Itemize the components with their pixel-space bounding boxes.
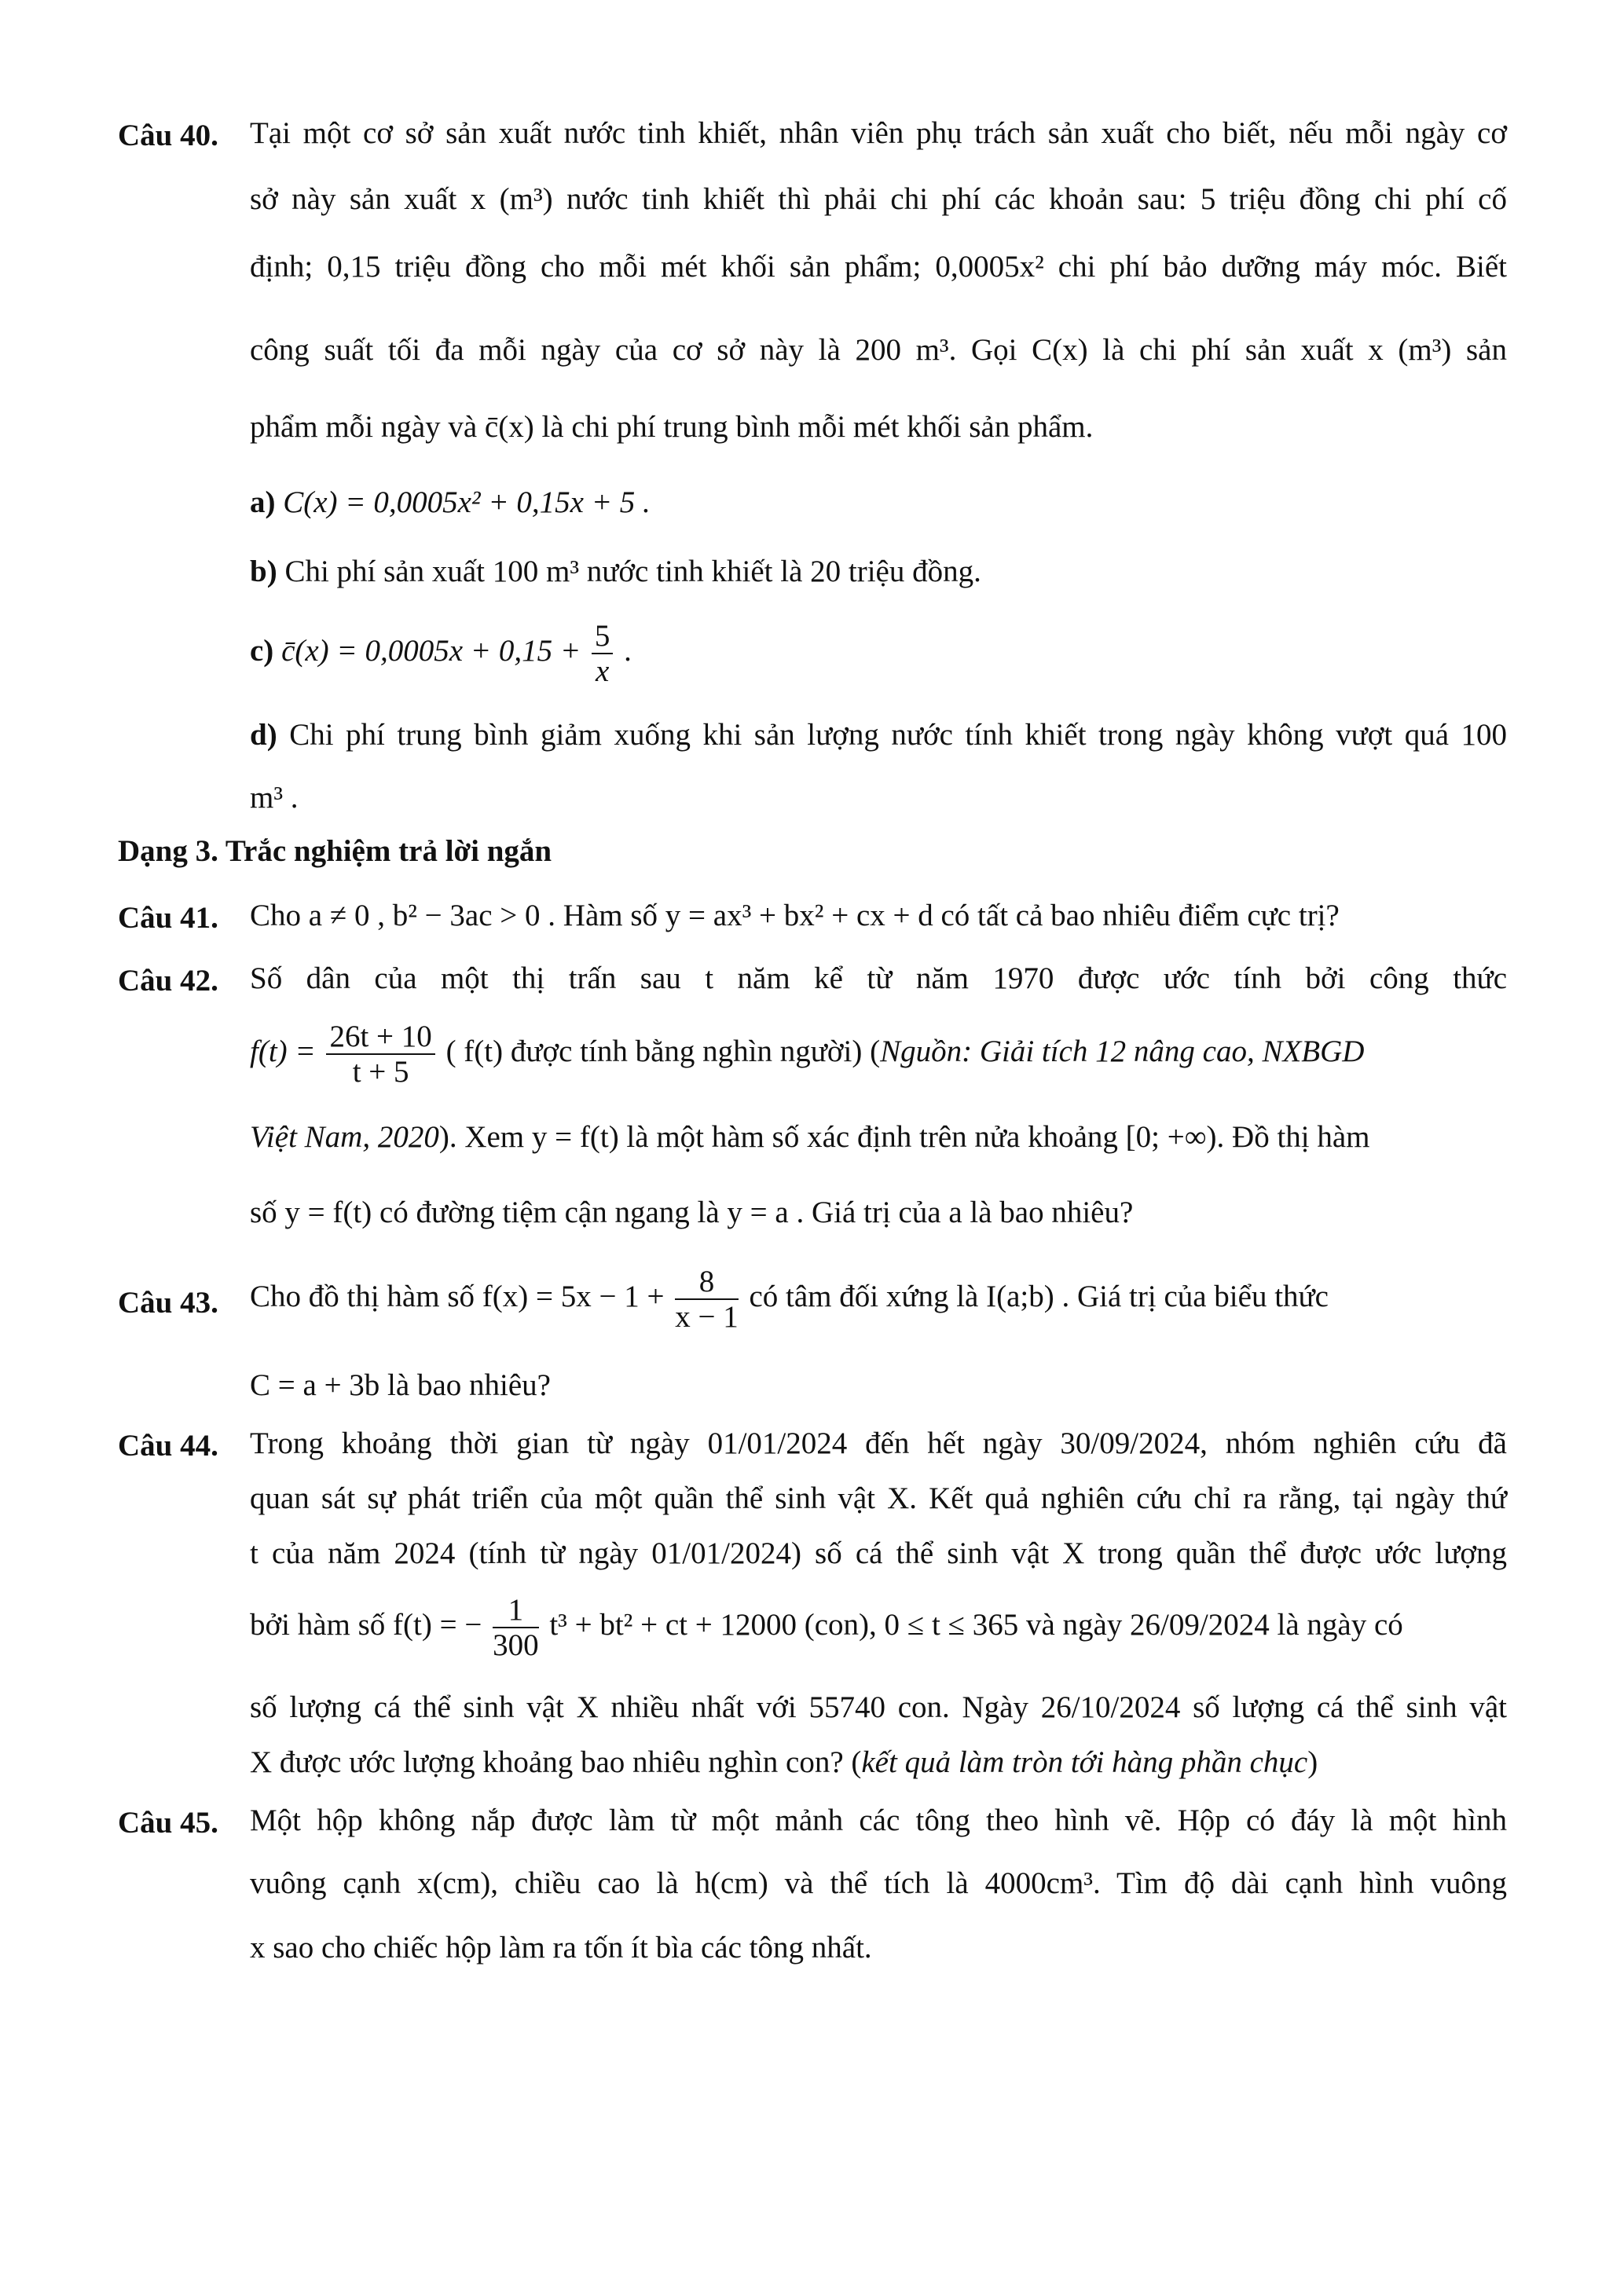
question-text: ( f(t) được tính bằng nghìn người) (: [445, 1034, 881, 1068]
question-label: Câu 41.: [118, 901, 218, 935]
statement-b: [250, 556, 981, 587]
formula-line: [250, 1021, 1364, 1087]
statement-label: a): [250, 485, 276, 519]
question-text-line: x sao cho chiếc hộp làm ra tốn ít bìa các tông nhất.: [250, 1931, 872, 1965]
formula-lhs: f(t) =: [250, 1034, 316, 1068]
question-text-line: định; 0,15 triệu đồng cho mỗi mét khối sản phẩm; 0,0005x² chi phí bảo dưỡng máy móc. Biết: [250, 250, 1507, 284]
section-heading: Dạng 3. Trắc nghiệm trả lời ngắn: [118, 834, 552, 868]
question-text: Cho đồ thị hàm số f(x) = 5x − 1 +: [250, 1279, 665, 1313]
question-text-line: C = a + 3b là bao nhiêu?: [250, 1368, 551, 1402]
statement-d-continuation: m³ .: [250, 781, 299, 815]
question-text: ): [1307, 1745, 1318, 1779]
fraction-denominator: x: [596, 654, 610, 688]
statement-a: [250, 487, 651, 518]
question-text-line: quan sát sự phát triển của một quần thể sinh vật X. Kết quả nghiên cứu chỉ ra rằng, tại ngày thứ: [250, 1481, 1507, 1515]
statement-label: d): [250, 718, 277, 752]
statement-d: [250, 720, 1507, 750]
question-text-line: Tại một cơ sở sản xuất nước tinh khiết, nhân viên phụ trách sản xuất cho biết, nếu mỗi ngày cơ: [250, 116, 1507, 150]
statement-text: c̄(x) = 0,0005x + 0,15 +: [281, 633, 581, 668]
fraction: [592, 621, 614, 687]
statement-label: b): [250, 555, 277, 588]
rounding-note: kết quả làm tròn tới hàng phần chục: [861, 1745, 1308, 1779]
question-text-line: vuông cạnh x(cm), chiều cao là h(cm) và thể tích là 4000cm³. Tìm độ dài cạnh hình vuông: [250, 1866, 1507, 1900]
question-text-line: sở này sản xuất x (m³) nước tinh khiết thì phải chi phí các khoản sau: 5 triệu đồng chi phí cố: [250, 182, 1507, 216]
question-text: ). Xem y = f(t) là một hàm số xác định trên nửa khoảng [0; +∞). Đồ thị hàm: [438, 1120, 1370, 1154]
question-text: t³ + bt² + ct + 12000 (con), 0 ≤ t ≤ 365 và ngày 26/09/2024 là ngày có: [549, 1607, 1403, 1642]
fraction-denominator: 300: [493, 1628, 539, 1662]
question-text: X được ước lượng khoảng bao nhiêu nghìn con? (: [250, 1745, 862, 1779]
question-text-line: công suất tối đa mỗi ngày của cơ sở này là 200 m³. Gọi C(x) là chi phí sản xuất x (m³) sản: [250, 333, 1507, 367]
question-label: Câu 40.: [118, 119, 218, 152]
fraction-numerator: 1: [493, 1595, 539, 1628]
question-text: bởi hàm số f(t) = −: [250, 1607, 482, 1642]
question-text-line: [250, 1122, 1370, 1152]
question-label: Câu 43.: [118, 1286, 218, 1320]
question-text-line: Trong khoảng thời gian từ ngày 01/01/2024 đến hết ngày 30/09/2024, nhóm nghiên cứu đã: [250, 1426, 1507, 1460]
source-citation: Nguồn: Giải tích 12 nâng cao, NXBGD: [880, 1034, 1365, 1068]
statement-label: c): [250, 633, 274, 668]
question-text-line: phẩm mỗi ngày và c̄(x) là chi phí trung bình mỗi mét khối sản phẩm.: [250, 410, 1094, 444]
fraction: [675, 1266, 739, 1332]
statement-text: Chi phí sản xuất 100 m³ nước tinh khiết là 20 triệu đồng.: [284, 555, 981, 588]
question-label: Câu 42.: [118, 964, 218, 998]
statement-tail: .: [624, 633, 632, 668]
fraction-numerator: 8: [675, 1266, 739, 1300]
question-text-line: Cho a ≠ 0 , b² − 3ac > 0 . Hàm số y = ax³ + bx² + cx + d có tất cả bao nhiêu điểm cực trị?: [250, 899, 1340, 932]
question-text-line: [250, 1747, 1318, 1778]
formula-line: [250, 1595, 1403, 1661]
fraction-denominator: t + 5: [352, 1055, 409, 1089]
source-citation: Việt Nam, 2020: [250, 1120, 439, 1154]
question-text-line: t của năm 2024 (tính từ ngày 01/01/2024) số cá thể sinh vật X trong quần thể được ước lượng: [250, 1536, 1507, 1570]
fraction-numerator: 26t + 10: [326, 1021, 434, 1055]
question-label: Câu 45.: [118, 1806, 218, 1840]
statement-c: [250, 621, 632, 687]
question-text-line: Một hộp không nắp được làm từ một mảnh các tông theo hình vẽ. Hộp có đáy là một hình: [250, 1803, 1507, 1837]
question-text-line: Số dân của một thị trấn sau t năm kể từ năm 1970 được ước tính bởi công thức: [250, 961, 1507, 995]
question-text-line: số y = f(t) có đường tiệm cận ngang là y = a . Giá trị của a là bao nhiêu?: [250, 1196, 1134, 1229]
fraction-denominator: x − 1: [675, 1300, 739, 1334]
statement-text: C(x) = 0,0005x² + 0,15x + 5 .: [283, 485, 651, 519]
statement-text: Chi phí trung bình giảm xuống khi sản lượng nước tính khiết trong ngày không vượt quá 100: [289, 718, 1508, 752]
question-label: Câu 44.: [118, 1429, 218, 1463]
question-text-line: số lượng cá thể sinh vật X nhiều nhất với 55740 con. Ngày 26/10/2024 số lượng cá thể sinh vật: [250, 1690, 1507, 1724]
fraction-numerator: 5: [592, 621, 614, 654]
fraction: [326, 1021, 434, 1087]
question-text-line: [250, 1266, 1329, 1332]
fraction: [493, 1595, 539, 1661]
question-text: có tâm đối xứng là I(a;b) . Giá trị của biểu thức: [749, 1279, 1329, 1313]
